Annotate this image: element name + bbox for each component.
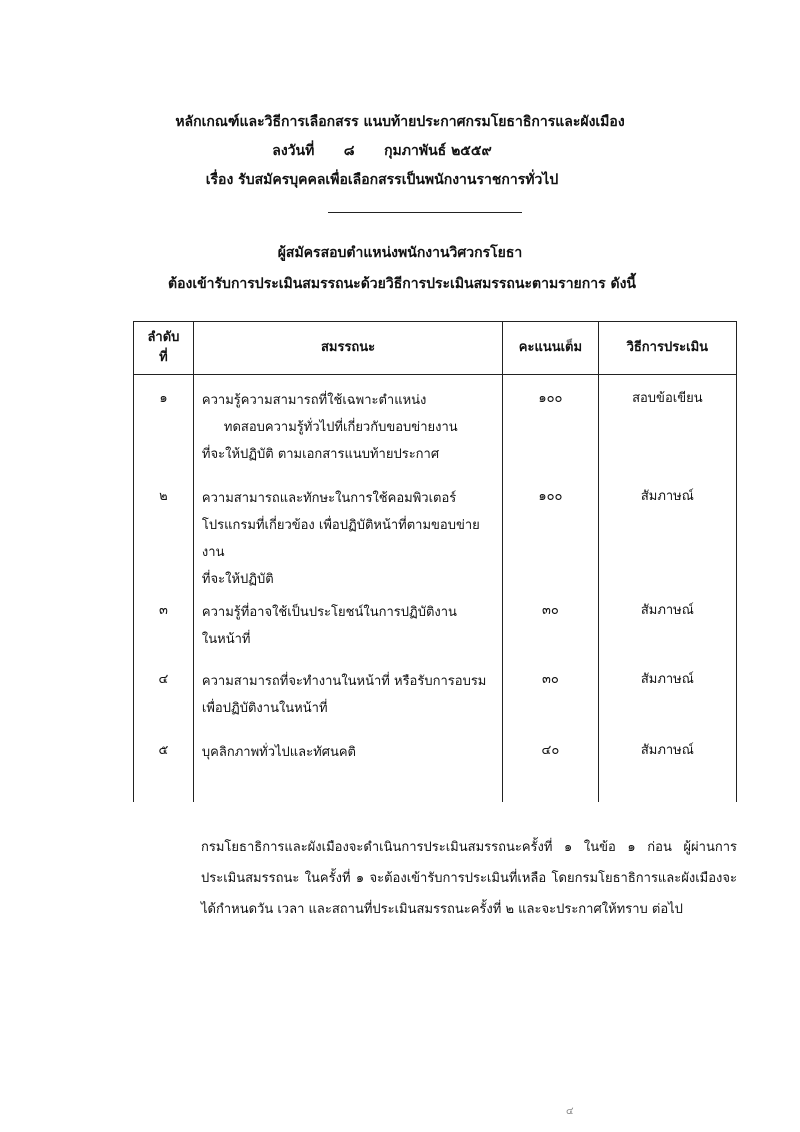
header-method: วิธีการประเมิน — [598, 322, 736, 375]
row-no: ๓ — [134, 598, 194, 667]
document-header — [0, 108, 800, 195]
section-title-line-2: ต้องเข้ารับการประเมินสมรรถนะด้วยวิธีการประเมินสมรรถนะตามรายการ ดังนี้ — [167, 276, 636, 292]
row-method: สอบข้อเขียน — [598, 375, 736, 484]
header-no-line-1: ลำดับ — [147, 330, 180, 345]
date-prefix: ลงวันที่ — [272, 143, 315, 159]
header-no — [134, 322, 194, 375]
section-title — [0, 238, 800, 300]
competency-table — [133, 321, 737, 802]
row-score: ๑๐๐ — [503, 484, 598, 598]
row-no: ๕ — [134, 738, 194, 803]
header-divider — [328, 212, 522, 213]
row-line: ในหน้าที่ — [201, 631, 251, 647]
header-full-score: คะแนนเต็ม — [503, 322, 598, 375]
table-row — [134, 598, 737, 667]
row-method: สัมภาษณ์ — [598, 484, 736, 598]
row-competency — [193, 738, 502, 803]
row-competency — [193, 598, 502, 667]
table-row — [134, 375, 737, 484]
closing-text: กรมโยธาธิการและผังเมืองจะดำเนินการประเมินสมรรถนะครั้งที่ ๑ ในข้อ ๑ ก่อน ผู้ผ่านการประเมินสมรรถนะ ในครั้งที่ ๑ จะต้องเข้ารับการประเมินที่เหลือ โดยกรมโยธาธิการและผังเมืองจะได้กำหนดวัน เวลา และสถานที่ประเมินสมรรถนะครั้งที่ ๒ และจะประกาศให้ทราบ ต่อไป — [201, 840, 738, 917]
row-line: ความรู้ความสามารถที่ใช้เฉพาะตำแหน่ง — [201, 393, 427, 408]
header-subject: เรื่อง รับสมัครบุคคลเพื่อเลือกสรรเป็นพนักงานราชการทั่วไป — [205, 172, 559, 188]
header-competency: สมรรถนะ — [193, 322, 502, 375]
table-row — [134, 738, 737, 803]
row-line: ความรู้ที่อาจใช้เป็นประโยชน์ในการปฏิบัติงาน — [201, 604, 457, 620]
row-line: เพื่อปฏิบัติงานในหน้าที่ — [201, 700, 328, 716]
date-month-year: กุมภาพันธ์ ๒๕๕๙ — [384, 143, 492, 159]
row-line: ที่จะให้ปฏิบัติ ตามเอกสารแนบท้ายประกาศ — [201, 447, 440, 462]
row-line: โปรแกรมที่เกี่ยวข้อง เพื่อปฏิบัติหน้าที่ตามขอบข่ายงาน — [201, 517, 480, 560]
row-method: สัมภาษณ์ — [598, 598, 736, 667]
page-mark: ๔ — [566, 1106, 574, 1117]
row-line: บุคลิกภาพทั่วไปและทัศนคติ — [201, 744, 356, 760]
row-line: ทดสอบความรู้ทั่วไปที่เกี่ยวกับขอบข่ายงาน — [223, 420, 458, 435]
row-competency — [193, 667, 502, 738]
row-competency — [193, 484, 502, 598]
row-method: สัมภาษณ์ — [598, 667, 736, 738]
row-no: ๒ — [134, 484, 194, 598]
header-line-1: หลักเกณฑ์และวิธีการเลือกสรร แนบท้ายประกาศกรมโยธาธิการและผังเมือง — [175, 114, 625, 130]
section-title-line-1: ผู้สมัครสอบตำแหน่งพนักงานวิศวกรโยธา — [277, 245, 523, 261]
date-day: ๘ — [343, 143, 355, 159]
table-body — [134, 375, 737, 803]
row-no: ๔ — [134, 667, 194, 738]
table-row — [134, 667, 737, 738]
row-no: ๑ — [134, 375, 194, 484]
row-line: ความสามารถและทักษะในการใช้คอมพิวเตอร์ — [201, 490, 457, 506]
row-line: ความสามารถที่จะทำงานในหน้าที่ หรือรับการอบรม — [201, 673, 487, 689]
row-method: สัมภาษณ์ — [598, 738, 736, 803]
row-score: ๑๐๐ — [503, 375, 598, 484]
row-score: ๔๐ — [503, 738, 598, 803]
row-score: ๓๐ — [503, 667, 598, 738]
table-header-row — [134, 322, 737, 375]
row-competency — [193, 375, 502, 484]
closing-paragraph — [135, 832, 737, 925]
row-score: ๓๐ — [503, 598, 598, 667]
header-date-line — [0, 137, 782, 166]
row-line: ที่จะให้ปฏิบัติ — [201, 571, 274, 587]
table-row — [134, 484, 737, 598]
header-no-line-2: ที่ — [159, 350, 168, 365]
